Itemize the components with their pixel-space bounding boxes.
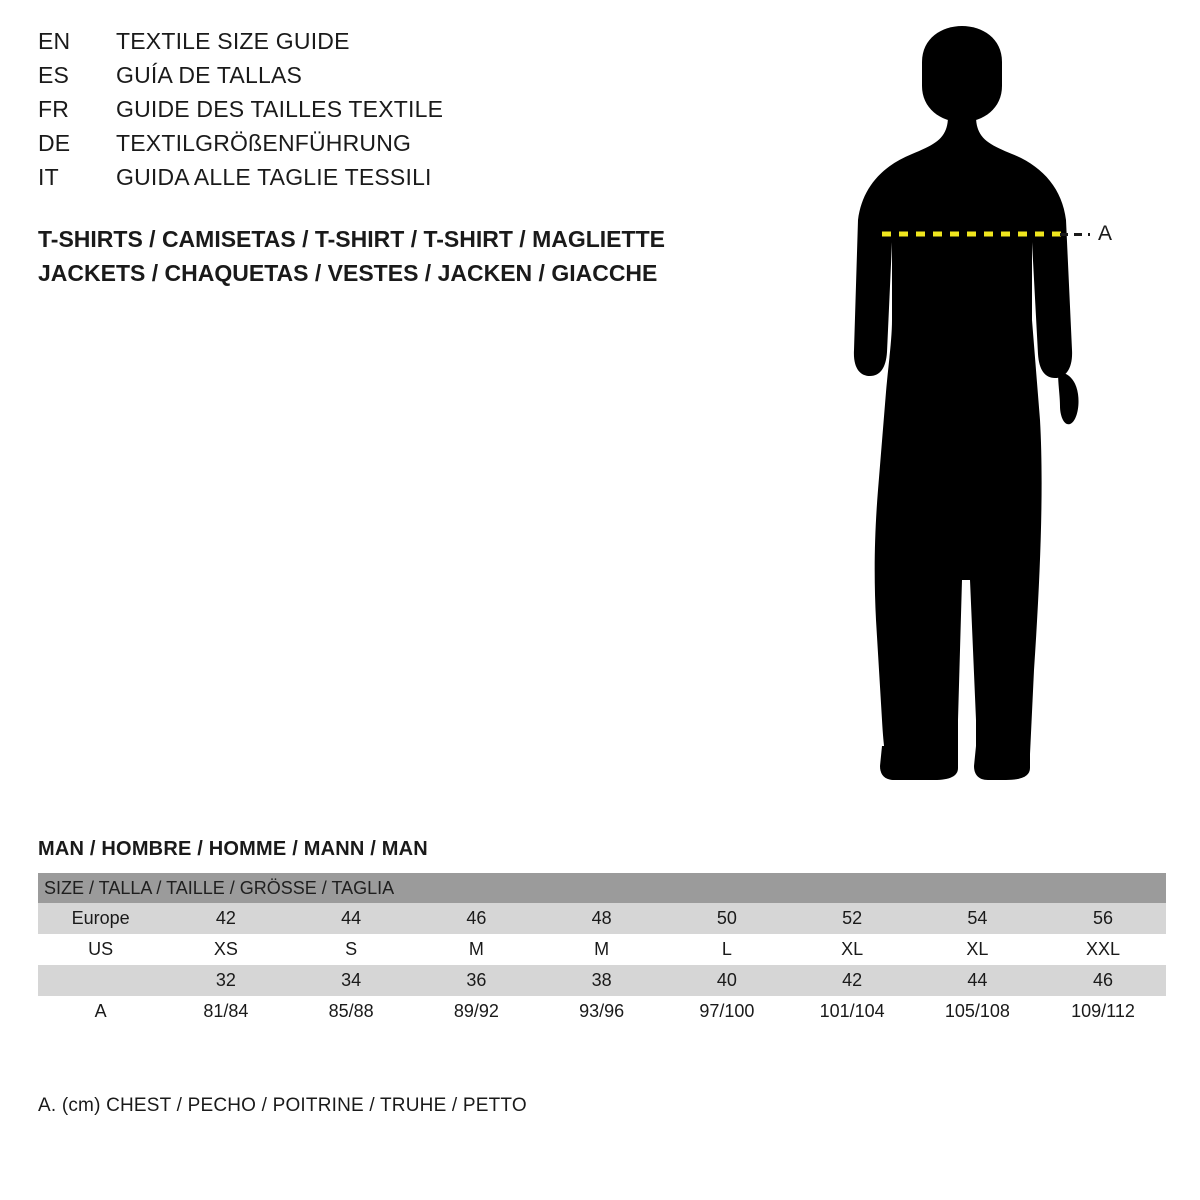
language-text: TEXTILE SIZE GUIDE bbox=[116, 28, 350, 54]
category-tshirts: T-SHIRTS / CAMISETAS / T-SHIRT / T-SHIRT / MAGLIETTE bbox=[38, 226, 665, 252]
chest-measure-line bbox=[880, 226, 1065, 242]
language-row bbox=[38, 164, 738, 198]
table-cell: 52 bbox=[790, 903, 915, 934]
table-header-row bbox=[38, 873, 1166, 903]
table-cell: M bbox=[539, 934, 664, 965]
table-cell: 36 bbox=[414, 965, 539, 996]
size-table bbox=[38, 873, 1166, 1027]
table-cell: 40 bbox=[664, 965, 789, 996]
table-cell: 85/88 bbox=[289, 996, 414, 1027]
table-row bbox=[38, 996, 1166, 1027]
language-text: GUIDA ALLE TAGLIE TESSILI bbox=[116, 164, 432, 190]
table-cell: 97/100 bbox=[664, 996, 789, 1027]
table-cell: 50 bbox=[664, 903, 789, 934]
table-cell: 89/92 bbox=[414, 996, 539, 1027]
language-row bbox=[38, 96, 738, 130]
language-text: TEXTILGRÖßENFÜHRUNG bbox=[116, 130, 412, 156]
table-cell: 109/112 bbox=[1040, 996, 1166, 1027]
measure-label-a: A bbox=[1098, 222, 1114, 245]
table-cell: XL bbox=[915, 934, 1040, 965]
table-cell: 48 bbox=[539, 903, 664, 934]
table-cell: 93/96 bbox=[539, 996, 664, 1027]
table-row bbox=[38, 965, 1166, 996]
table-cell: L bbox=[664, 934, 789, 965]
language-text: GUÍA DE TALLAS bbox=[116, 62, 303, 88]
table-cell: 44 bbox=[289, 903, 414, 934]
silhouette-icon bbox=[830, 20, 1170, 790]
table-cell: XL bbox=[790, 934, 915, 965]
language-code: FR bbox=[38, 96, 70, 122]
table-cell: 42 bbox=[790, 965, 915, 996]
table-cell: 42 bbox=[163, 903, 288, 934]
language-row bbox=[38, 28, 738, 62]
table-cell: 44 bbox=[915, 965, 1040, 996]
table-row bbox=[38, 934, 1166, 965]
male-silhouette-figure bbox=[830, 20, 1170, 790]
table-header-label: SIZE / TALLA / TAILLE / GRÖSSE / TAGLIA bbox=[38, 873, 1166, 903]
table-row bbox=[38, 903, 1166, 934]
measure-leader-dash bbox=[1060, 233, 1090, 236]
category-jackets: JACKETS / CHAQUETAS / VESTES / JACKEN / GIACCHE bbox=[38, 260, 658, 286]
table-cell: 46 bbox=[414, 903, 539, 934]
size-table-section bbox=[38, 838, 1166, 1027]
table-cell: XS bbox=[163, 934, 288, 965]
table-cell: 32 bbox=[163, 965, 288, 996]
row-label bbox=[38, 965, 163, 996]
table-cell: 81/84 bbox=[163, 996, 288, 1027]
table-cell: XXL bbox=[1040, 934, 1166, 965]
language-code: IT bbox=[38, 164, 59, 190]
language-code: ES bbox=[38, 62, 70, 88]
table-section-title: MAN / HOMBRE / HOMME / MANN / MAN bbox=[38, 838, 428, 860]
table-footnote: A. (cm) CHEST / PECHO / POITRINE / TRUHE / PETTO bbox=[38, 1095, 527, 1116]
table-cell: M bbox=[414, 934, 539, 965]
table-cell: 34 bbox=[289, 965, 414, 996]
table-cell: 101/104 bbox=[790, 996, 915, 1027]
language-row bbox=[38, 130, 738, 164]
language-list bbox=[38, 28, 738, 198]
language-row bbox=[38, 62, 738, 96]
language-code: EN bbox=[38, 28, 71, 54]
table-cell: 38 bbox=[539, 965, 664, 996]
row-label: US bbox=[38, 934, 163, 965]
table-cell: 54 bbox=[915, 903, 1040, 934]
garment-categories bbox=[38, 222, 798, 290]
table-cell: S bbox=[289, 934, 414, 965]
table-cell: 56 bbox=[1040, 903, 1166, 934]
row-label: Europe bbox=[38, 903, 163, 934]
language-code: DE bbox=[38, 130, 71, 156]
row-label: A bbox=[38, 996, 163, 1027]
table-cell: 46 bbox=[1040, 965, 1166, 996]
language-text: GUIDE DES TAILLES TEXTILE bbox=[116, 96, 444, 122]
table-cell: 105/108 bbox=[915, 996, 1040, 1027]
